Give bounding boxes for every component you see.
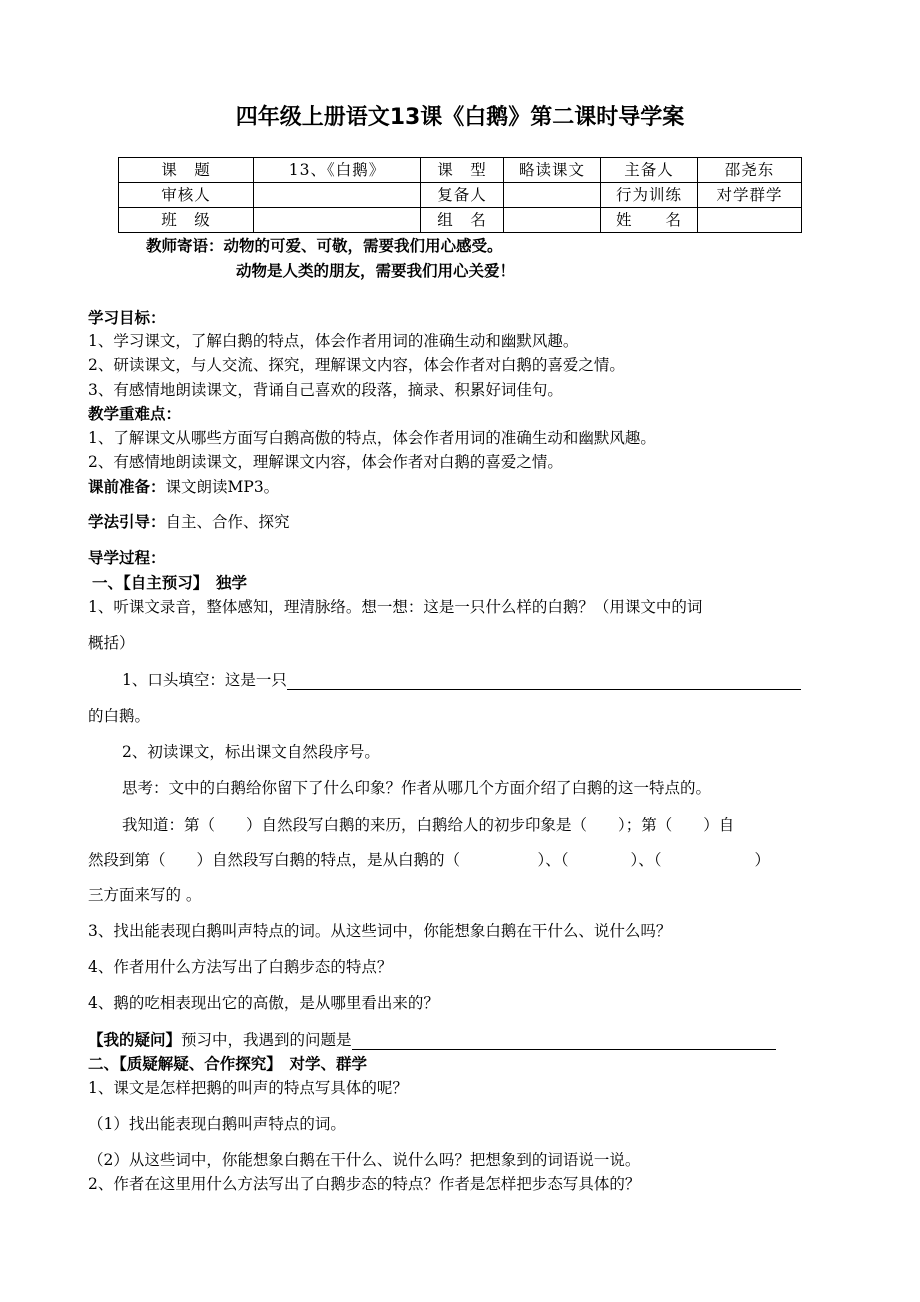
section-heading: 导学过程： <box>88 549 166 567</box>
method-text: 自主、合作、探究 <box>165 513 290 531</box>
question: 概括） <box>88 634 135 652</box>
question: 1、听课文录音，整体感知，理清脉络。想一想：这是一只什么样的白鹅？（用课文中的词 <box>88 598 703 616</box>
table-cell <box>504 208 601 233</box>
goal-item: 1、学习课文，了解白鹅的特点，体会作者用词的准确生动和幽默风趣。 <box>88 332 579 350</box>
question: 我知道：第（ ）自然段写白鹅的来历，白鹅给人的初步印象是（ ）；第（ ）自 <box>122 816 735 834</box>
table-cell: 行为训练 <box>601 183 698 208</box>
doubt-label: 【我的疑问】 <box>88 1031 182 1049</box>
question: 三方面来写的 。 <box>88 886 202 904</box>
answer-blank[interactable] <box>287 673 801 690</box>
table-cell: 邵尧东 <box>698 158 802 183</box>
table-cell: 主备人 <box>601 158 698 183</box>
table-cell <box>254 183 421 208</box>
table-cell: 复备人 <box>421 183 504 208</box>
table-cell <box>504 183 601 208</box>
table-cell: 班 级 <box>119 208 254 233</box>
table-cell: 课 型 <box>421 158 504 183</box>
method-label: 学法引导： <box>88 513 166 531</box>
question: （1）找出能表现白鹅叫声特点的词。 <box>88 1115 346 1133</box>
fill-suffix: 的白鹅。 <box>88 707 151 725</box>
table-row <box>119 208 802 233</box>
section-heading: 学习目标： <box>88 309 166 327</box>
goal-item: 2、研读课文，与人交流、探究，理解课文内容，体会作者对白鹅的喜爱之情。 <box>88 356 625 374</box>
teacher-message: 教师寄语：动物的可爱、可敬，需要我们用心感受。 <box>146 237 503 255</box>
question: 1、课文是怎样把鹅的叫声的特点写具体的呢？ <box>88 1079 408 1097</box>
question: 4、鹅的吃相表现出它的高傲，是从哪里看出来的？ <box>88 994 439 1012</box>
table-row <box>119 158 802 183</box>
question: 4、作者用什么方法写出了白鹅步态的特点？ <box>88 958 393 976</box>
table-cell <box>698 208 802 233</box>
goal-item: 3、有感情地朗读课文，背诵自己喜欢的段落，摘录、积累好词佳句。 <box>88 381 563 399</box>
doubt-prompt: 预习中，我遇到的问题是 <box>181 1031 352 1049</box>
page-title: 四年级上册语文13课《白鹅》第二课时导学案 <box>235 105 685 130</box>
section-heading: 教学重难点： <box>88 405 182 423</box>
table-cell: 对学群学 <box>698 183 802 208</box>
question: 3、找出能表现白鹅叫声特点的词。从这些词中，你能想象白鹅在干什么、说什么吗？ <box>88 922 672 940</box>
table-cell <box>254 208 421 233</box>
prep-label: 课前准备： <box>88 478 166 496</box>
table-cell: 组 名 <box>421 208 504 233</box>
question: 然段到第（ ）自然段写白鹅的特点，是从白鹅的（ ）、（ ）、（ ） <box>88 851 771 869</box>
table-cell: 姓 名 <box>601 208 698 233</box>
table-cell: 审核人 <box>119 183 254 208</box>
table-cell: 略读课文 <box>504 158 601 183</box>
table-row <box>119 183 802 208</box>
table-cell: 13、《白鹅》 <box>254 158 421 183</box>
key-item: 2、有感情地朗读课文，理解课文内容，体会作者对白鹅的喜爱之情。 <box>88 453 563 471</box>
question: （2）从这些词中，你能想象白鹅在干什么、说什么吗？把想象到的词语说一说。 <box>88 1151 641 1169</box>
section-heading: 二、【质疑解疑、合作探究】 对学、群学 <box>88 1055 368 1073</box>
info-table <box>118 157 802 233</box>
question: 思考：文中的白鹅给你留下了什么印象？作者从哪几个方面介绍了白鹅的这一特点的。 <box>122 779 712 797</box>
fill-prompt: 1、口头填空：这是一只 <box>122 671 287 689</box>
question: 2、初读课文，标出课文自然段序号。 <box>122 743 380 761</box>
section-heading: 一、【自主预习】 独学 <box>92 574 248 592</box>
question: 2、作者在这里用什么方法写出了白鹅步态的特点？作者是怎样把步态写具体的？ <box>88 1175 641 1193</box>
table-cell: 课 题 <box>119 158 254 183</box>
teacher-message: 动物是人类的朋友，需要我们用心关爱！ <box>236 262 516 280</box>
answer-blank[interactable] <box>352 1033 776 1050</box>
key-item: 1、了解课文从哪些方面写白鹅高傲的特点，体会作者用词的准确生动和幽默风趣。 <box>88 429 656 447</box>
prep-text: 课文朗读MP3。 <box>165 478 280 496</box>
